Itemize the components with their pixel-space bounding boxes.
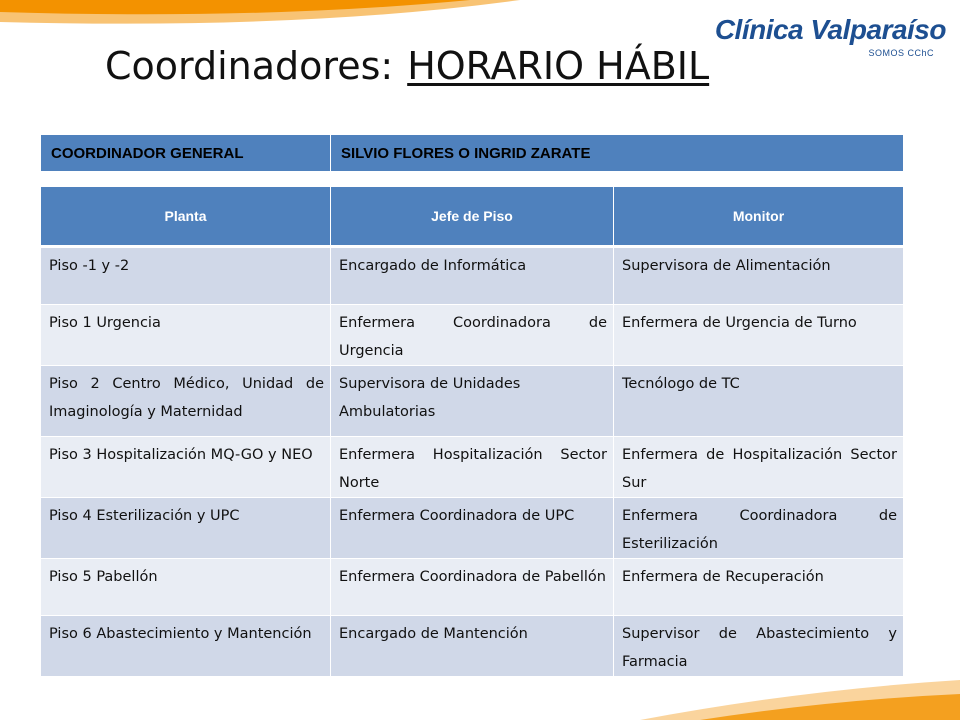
cell-jefe-de-piso: Enfermera Coordinadora de UPC (331, 498, 614, 559)
table-row (41, 305, 904, 366)
general-coordinator-label: COORDINADOR GENERAL (41, 135, 331, 171)
table-row (41, 616, 904, 677)
cell-planta: Piso 6 Abastecimiento y Mantención (41, 616, 331, 677)
cell-planta: Piso 2 Centro Médico, Unidad de Imaginología y Maternidad (41, 366, 331, 437)
cell-planta: Piso 4 Esterilización y UPC (41, 498, 331, 559)
header-planta: Planta (41, 187, 331, 247)
cell-jefe-de-piso: Encargado de Informática (331, 247, 614, 305)
clinic-logo (714, 14, 946, 62)
logo-subtitle: SOMOS CChC (868, 48, 934, 58)
cell-monitor: Enfermera de Hospitalización Sector Sur (614, 437, 904, 498)
cell-jefe-de-piso: Supervisora de Unidades Ambulatorias (331, 366, 614, 437)
header-monitor: Monitor (614, 187, 904, 247)
header-jefe-de-piso: Jefe de Piso (331, 187, 614, 247)
general-coordinator-bar (40, 134, 904, 172)
table-row (41, 247, 904, 305)
general-coordinator-value: SILVIO FLORES O INGRID ZARATE (341, 144, 591, 162)
table-row (41, 498, 904, 559)
cell-monitor: Enfermera Coordinadora de Esterilización (614, 498, 904, 559)
title-prefix: Coordinadores: (105, 44, 394, 88)
cell-monitor: Supervisor de Abastecimiento y Farmacia (614, 616, 904, 677)
logo-name: Clínica Valparaíso (714, 14, 946, 45)
cell-planta: Piso 3 Hospitalización MQ-GO y NEO (41, 437, 331, 498)
table-header-row (41, 187, 904, 247)
table-row (41, 437, 904, 498)
cell-planta: Piso -1 y -2 (41, 247, 331, 305)
cell-jefe-de-piso: Encargado de Mantención (331, 616, 614, 677)
cell-jefe-de-piso: Enfermera Coordinadora de Pabellón (331, 559, 614, 616)
cell-monitor: Enfermera de Recuperación (614, 559, 904, 616)
cell-planta: Piso 5 Pabellón (41, 559, 331, 616)
cell-jefe-de-piso: Enfermera Coordinadora de Urgencia (331, 305, 614, 366)
cell-jefe-de-piso: Enfermera Hospitalización Sector Norte (331, 437, 614, 498)
cell-monitor: Tecnólogo de TC (614, 366, 904, 437)
page-title (105, 44, 709, 88)
cell-monitor: Enfermera de Urgencia de Turno (614, 305, 904, 366)
cell-monitor: Supervisora de Alimentación (614, 247, 904, 305)
table-row (41, 559, 904, 616)
cell-planta: Piso 1 Urgencia (41, 305, 331, 366)
title-emphasis: HORARIO HÁBIL (407, 44, 710, 88)
table-row (41, 366, 904, 437)
coordinators-table (40, 186, 904, 677)
